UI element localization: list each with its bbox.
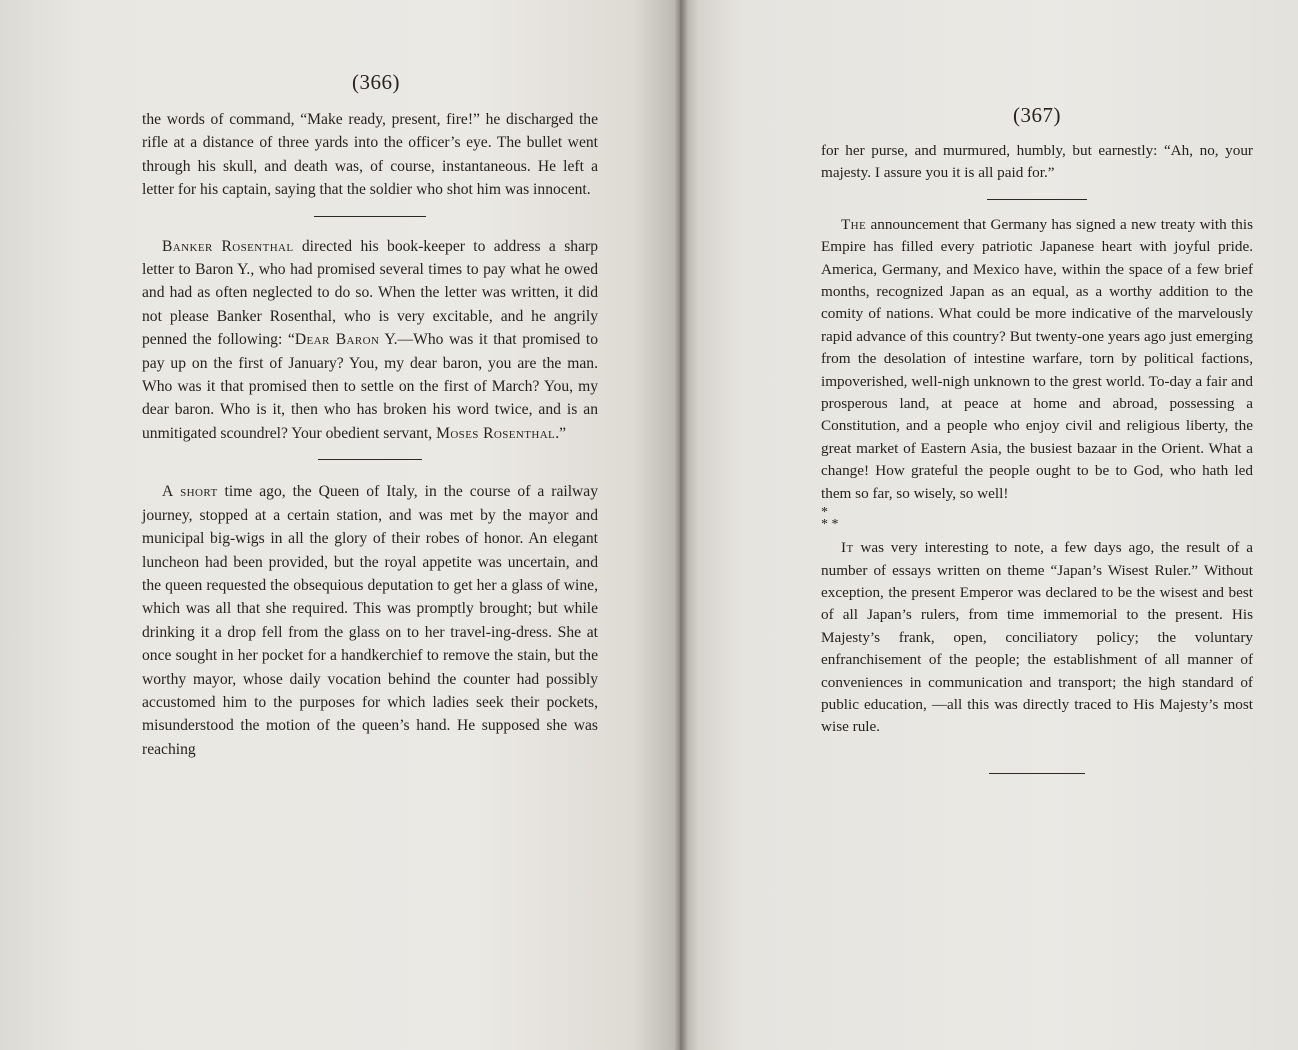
paragraph-text: time ago, the Queen of Italy, in the course of a railway journey, stopped at a certain station, and was met by the mayor and municipal big-wigs in all the glory of their robes of honor. An elegant luncheon had been provided, but the royal appetite was uncertain, and the queen requested the obsequious deputation to get her a glass of wine, which was all that she required. This was promptly brought; but while drinking it a drop fell from the glass on to her travel-ing-dress. She at once sought in her pocket for a handkerchief to remove the stain, but the worthy mayor, whose daily vocation behind the counter had possibly accustomed him to the purposes for which ladies seek their pockets, misunderstood the motion of the queen’s hand. He supposed she was reaching [142,483,599,758]
left-paragraph-3 [142,480,598,761]
left-text-column [142,108,598,761]
right-page-number: (367) [1013,103,1061,127]
letter-salutation: Dear Baron [294,331,380,349]
left-paragraph-1: the words of command, “Make ready, present, fire!” he discharged the rifle at a distance of three yards into the officer’s eye. The bullet went through his skull, and death was, of course, instantaneous. He left a letter for his captain, saying that the soldier who shot him was innocent. [142,111,598,199]
paragraph-text: was very interesting to note, a few days ago, the result of a number of essays written on theme “Japan’s Wisest Ruler.” Without exception, the present Emperor was declared to be the wisest and best of all Japan’s rulers, from time immemorial to the present. His Majesty’s frank, open, conciliatory policy; the voluntary enfranchisement of the people; the establishment of all manner of conveniences in communication and transport; the high standard of public education, —all this was directly traced to His Majesty’s most wise rule. [821,539,1253,736]
right-paragraph-2 [821,214,1253,505]
letter-signature: Moses Rosenthal [436,424,556,442]
section-divider [314,216,426,217]
paragraph-text: announcement that Germany has signed a new treaty with this Empire has filled every patriotic Japanese heart with joyful pride. America, Germany, and Mexico have, within the space of a few brief months, recognized Japan as an equal, as a worthy addition to the comity of nations. What could be more indicative of the marvelously rapid advance of this country? But twenty-one years ago just emerging from the desolation of intestine warfare, torn by political factions, impoverished, well-nigh unknown to the grest world. To-day a fair and prosperous land, at peace at home and abroad, possessing a Constitution, and a people who enjoy civil and religious liberty, the great market of Eastern Asia, the busiest bazaar in the Orient. What a change! How grateful the people ought to be to God, who hath led them so far, so wisely, so well! [821,215,1253,502]
right-paragraph-1: for her purse, and murmured, humbly, but earnestly: “Ah, no, your majesty. I assure you it is all paid for.” [821,142,1253,182]
right-text-column [821,140,1253,774]
asterism-top: * [821,505,828,521]
left-page-number: (366) [352,70,400,94]
right-paragraph-3 [821,537,1253,739]
paragraph-lead: It [841,539,854,557]
paragraph-lead: A short [162,483,218,501]
paragraph-text: directed his book-keeper to address a sharp letter to Baron Y., who had promised several times to pay what he owed and had as often neglected to do so. When the letter was written, it did not please Banker Rosenthal, who is very excitable, and he angrily penned the following: “ [142,237,598,349]
letter-text: Y.—Who was it that promised to pay up on the first of January? You, my dear baron, you are the man. Who was it that promised then to settle on the first of March? You, my dear baron. Who is it, then who has broken his word twice, and is an unmitigated scoundrel? Your obedient servant, [142,331,598,442]
section-divider [989,773,1085,774]
section-divider [318,459,422,460]
letter-end: .” [555,424,567,442]
paragraph-lead: The [841,215,867,233]
asterism-bottom: * * [821,517,839,533]
left-paragraph-2 [142,235,598,446]
asterism [821,507,1253,531]
section-divider [987,199,1087,200]
right-page [680,0,1298,1050]
paragraph-lead: Banker Rosenthal [162,237,294,255]
